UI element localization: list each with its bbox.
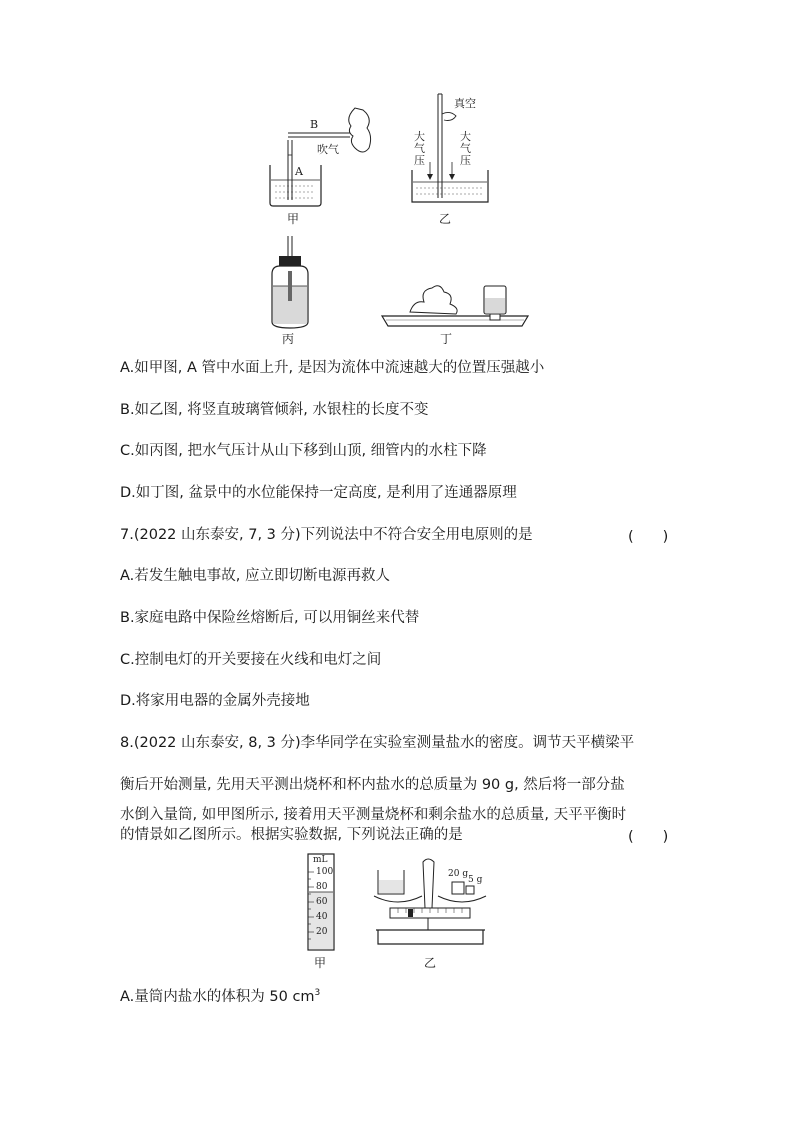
q8-stem-line-3: 水倒入量筒, 如甲图所示, 接着用天平测量烧杯和剩余盐水的总质量, 天平平衡时: [120, 807, 627, 823]
figure-yi: [400, 92, 500, 212]
cylinder-unit-label: mL: [313, 855, 328, 865]
label-a: A: [295, 165, 303, 178]
q8-option-a-superscript: 3: [314, 988, 321, 998]
q6-option-c: C.如丙图, 把水气压计从山下移到山顶, 细管内的水柱下降: [120, 443, 487, 459]
q6-option-d: D.如丁图, 盆景中的水位能保持一定高度, 是利用了连通器原理: [120, 485, 517, 501]
label-pressure-right-3: 压: [460, 154, 471, 167]
label-pressure-left-3: 压: [414, 154, 425, 167]
q8-stem-line-4: 的情景如乙图所示。根据实验数据, 下列说法正确的是: [120, 827, 463, 843]
caption-q8-jia: 甲: [314, 956, 327, 970]
label-blow: 吹气: [317, 143, 339, 156]
figure-bing: [268, 236, 312, 330]
q8-answer-bracket: ( ): [628, 829, 669, 845]
q6-option-a: A.如甲图, A 管中水面上升, 是因为流体中流速越大的位置压强越小: [120, 360, 545, 376]
figure-measuring-cylinder: [305, 852, 339, 954]
q7-option-b: B.家庭电路中保险丝熔断后, 可以用铜丝来代替: [120, 610, 420, 626]
q7-option-c: C.控制电灯的开关要接在火线和电灯之间: [120, 652, 382, 668]
label-b: B: [310, 118, 319, 131]
label-pressure-left-1: 大: [414, 130, 425, 143]
weight-5g-label: 5 g: [468, 875, 483, 885]
weight-20g-label: 20 g: [448, 869, 469, 879]
q7-answer-bracket: ( ): [628, 529, 669, 545]
q8-option-a-text: A.量筒内盐水的体积为 50 cm: [120, 988, 315, 1005]
cylinder-tick-100: 100: [316, 867, 334, 877]
cylinder-tick-80: 80: [316, 882, 328, 892]
caption-jia: 甲: [287, 212, 300, 226]
label-pressure-right-1: 大: [460, 130, 471, 143]
cylinder-tick-60: 60: [316, 897, 328, 907]
caption-q8-yi: 乙: [424, 956, 437, 970]
q8-stem-line-1: 8.(2022 山东泰安, 8, 3 分)李华同学在实验室测量盐水的密度。调节天平横梁平: [120, 735, 635, 751]
caption-yi: 乙: [439, 212, 452, 226]
caption-ding: 丁: [440, 332, 453, 346]
q7-option-d: D.将家用电器的金属外壳接地: [120, 693, 310, 709]
cylinder-tick-20: 20: [316, 927, 328, 937]
q6-option-b: B.如乙图, 将竖直玻璃管倾斜, 水银柱的长度不变: [120, 402, 429, 418]
cylinder-tick-40: 40: [316, 912, 328, 922]
caption-bing: 丙: [282, 332, 295, 346]
q7-option-a: A.若发生触电事故, 应立即切断电源再救人: [120, 568, 390, 584]
q8-stem-line-2: 衡后开始测量, 先用天平测出烧杯和杯内盐水的总质量为 90 g, 然后将一部分盐: [120, 777, 625, 793]
q8-option-a: [120, 983, 320, 1007]
label-pressure-left-2: 气: [414, 142, 425, 155]
label-vacuum: 真空: [454, 97, 476, 110]
label-pressure-right-2: 气: [460, 142, 471, 155]
figure-balance: [368, 852, 493, 954]
q7-stem: 7.(2022 山东泰安, 7, 3 分)下列说法中不符合安全用电原则的是: [120, 527, 533, 543]
figure-ding: [380, 280, 530, 330]
figure-jia: [255, 100, 375, 210]
